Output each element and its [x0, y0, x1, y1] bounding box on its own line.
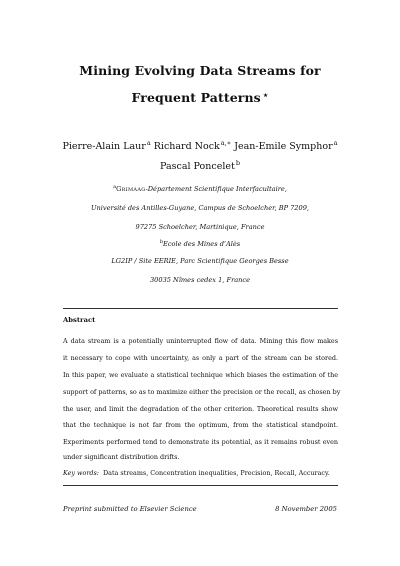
paper-title-text: Frequent Patterns — [131, 90, 261, 105]
author-affiliation-mark: a — [146, 139, 151, 147]
author-name: Pascal Poncelet — [160, 161, 235, 172]
affiliation-text: -Département Scientifique Interfacultaire, — [145, 185, 287, 193]
abstract-line: support of patterns, so as to maximize either the precision or the recall, as chosen by — [63, 388, 341, 396]
author-affiliation-mark: a,∗ — [220, 139, 232, 147]
affiliation-mark: b — [159, 239, 164, 245]
abstract-line: Experiments performed tend to demonstrate its potential, as it remains robust even — [63, 438, 338, 446]
author-name: Pierre-Alain Laur — [62, 141, 146, 152]
keywords-label: Key words: — [63, 469, 99, 477]
abstract-top-rule — [63, 308, 338, 309]
affiliation-b-line-2: LG2IP / Site EERIE, Parc Scientifique Georges Besse — [111, 257, 289, 265]
affiliation-b-line-1 — [0, 239, 400, 248]
abstract-bottom-rule — [63, 485, 338, 486]
affiliation-a-line-3: 97275 Schoelcher, Martinique, France — [135, 223, 265, 231]
affiliation-b-line-3: 30035 Nîmes cedex 1, France — [149, 276, 250, 284]
paper-title-line-2 — [0, 90, 400, 105]
author-affiliation-mark: b — [235, 159, 240, 167]
abstract-line: that the technique is not far from the optimum, from the statistical standpoint. — [63, 421, 338, 429]
affiliation-text: Ecole des Mines d’Alès — [163, 240, 241, 248]
affiliation-a-line-2: Université des Antilles-Guyane, Campus de Schoelcher, BP 7209, — [91, 204, 309, 212]
affiliation-mark: a — [113, 184, 117, 190]
keywords-text: Data streams, Concentration inequalities, Precision, Recall, Accuracy. — [103, 469, 330, 477]
author-list-line-1 — [0, 139, 400, 152]
abstract-line: the user, and limit the degradation of the other criterion. Theoretical results show — [63, 405, 338, 413]
abstract-line: it necessary to cope with uncertainty, as only a part of the stream can be stored. — [63, 354, 338, 362]
author-list-line-2 — [0, 159, 400, 172]
abstract-line: In this paper, we evaluate a statistical technique which biases the estimation of the — [63, 371, 338, 379]
author-name: Richard Nock — [153, 141, 220, 152]
abstract-heading: Abstract — [63, 316, 96, 324]
footer-date: 8 November 2005 — [275, 505, 337, 513]
affiliation-org: Grimaag — [116, 185, 146, 193]
abstract-line: A data stream is a potentially uninterrupted flow of data. Mining this flow makes — [63, 337, 338, 345]
footer-preprint-note: Preprint submitted to Elsevier Science — [63, 505, 197, 513]
author-name: Jean-Emile Symphor — [234, 141, 333, 152]
paper-title-line-1: Mining Evolving Data Streams for — [79, 63, 321, 78]
title-footnote-mark: ⋆ — [262, 91, 269, 101]
affiliation-a-line-1 — [0, 184, 400, 193]
abstract-line: under significant distribution drifts. — [63, 453, 180, 461]
author-affiliation-mark: a — [333, 139, 338, 147]
keywords — [63, 469, 338, 477]
